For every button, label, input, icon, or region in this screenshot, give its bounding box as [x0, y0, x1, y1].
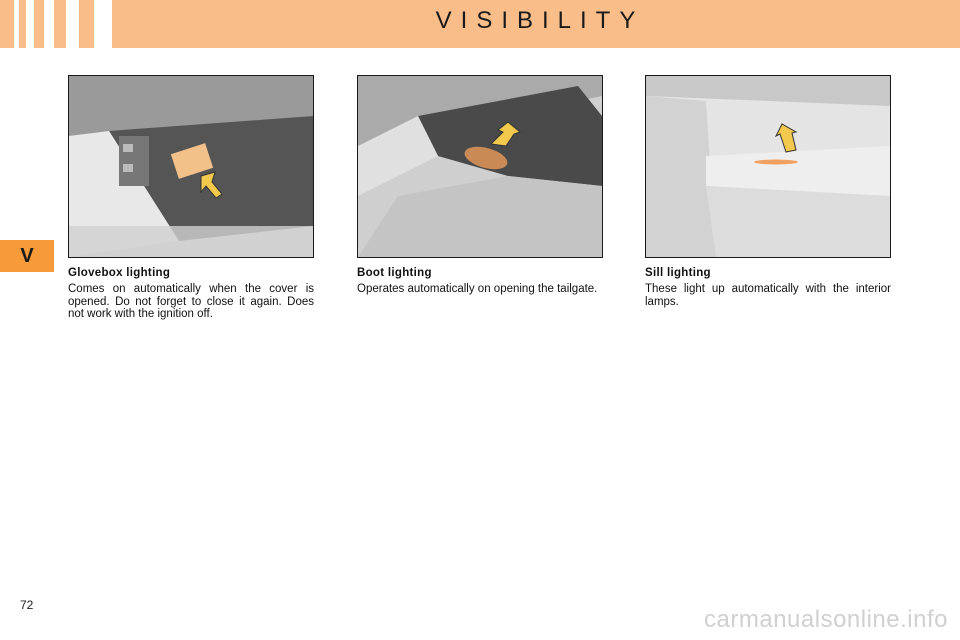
- section-tab-label: V: [20, 244, 34, 267]
- section-body: Comes on automatically when the cover is opened. Do not forget to close it again. Does not work with the ignition off.: [68, 283, 314, 320]
- header-stripes: [0, 0, 120, 48]
- section-boot: [357, 75, 603, 296]
- sill-lamp-illustration: [645, 75, 891, 258]
- section-glovebox: [68, 75, 314, 321]
- page-number: 72: [20, 598, 34, 612]
- section-sill: [645, 75, 891, 308]
- boot-lamp-illustration: [357, 75, 603, 258]
- watermark: carmanualsonline.info: [704, 606, 948, 633]
- section-heading: Sill lighting: [645, 267, 711, 279]
- section-body: Operates automatically on opening the tailgate.: [357, 283, 598, 295]
- glovebox-lamp-illustration: [68, 75, 314, 258]
- page-title: VISIBILITY: [435, 7, 645, 34]
- page-header: [0, 0, 960, 48]
- section-heading: Boot lighting: [357, 267, 432, 279]
- section-body: These light up automatically with the interior lamps.: [645, 283, 891, 308]
- section-heading: Glovebox lighting: [68, 267, 171, 279]
- section-tab: [0, 240, 54, 272]
